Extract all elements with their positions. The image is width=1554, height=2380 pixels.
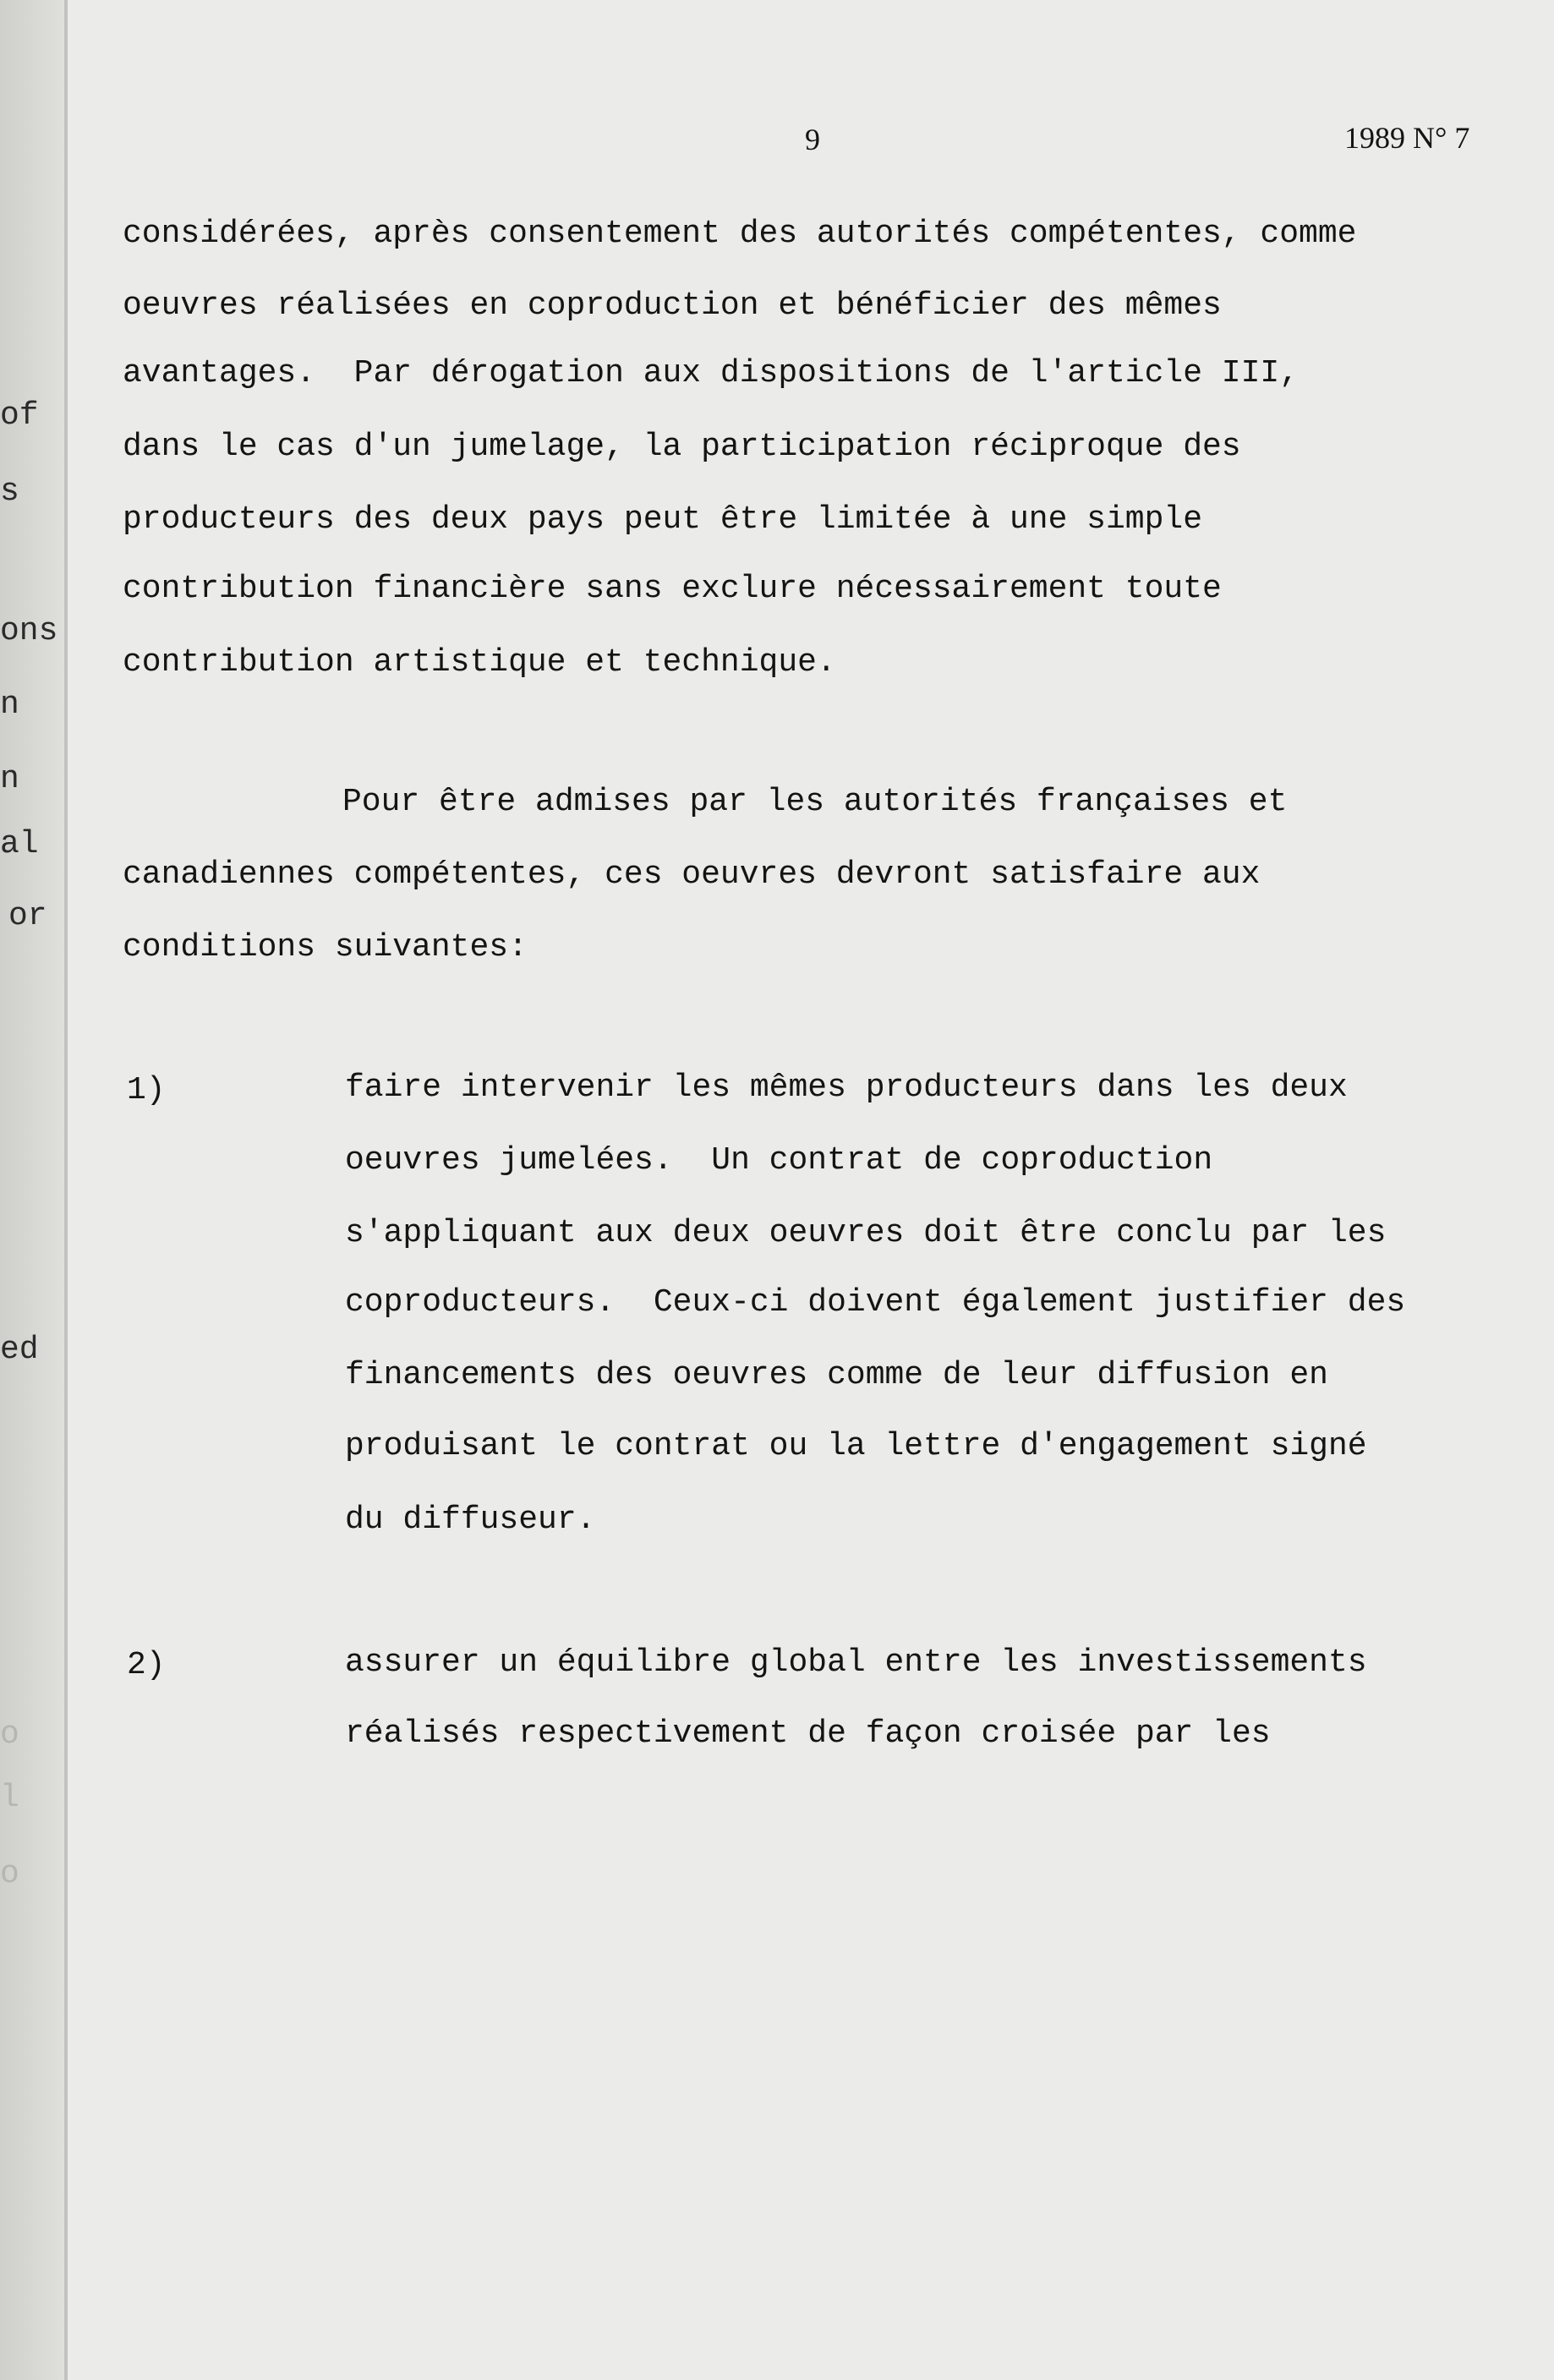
text-line: oeuvres jumelées. Un contrat de coproduction [345,1142,1213,1179]
text-line: contribution financière sans exclure nécessairement toute [123,571,1222,607]
text-line: dans le cas d'un jumelage, la participation réciproque des [123,429,1241,465]
text-line: réalisés respectivement de façon croisée par les [345,1715,1271,1752]
edge-fragment: al [0,826,39,862]
text-line: produisant le contrat ou la lettre d'engagement signé [345,1428,1367,1464]
edge-fragment: ons [0,613,58,649]
edge-fragment: s [0,473,19,510]
text-line: producteurs des deux pays peut être limitée à une simple [123,501,1203,538]
text-line: faire intervenir les mêmes producteurs dans les deux [345,1070,1348,1106]
text-line: contribution artistique et technique. [123,644,836,681]
edge-fragment: of [0,397,39,434]
text-line: coproducteurs. Ceux-ci doivent également justifier des [345,1284,1406,1321]
item-number: 2) [127,1647,166,1683]
edge-fragment: n [0,761,19,797]
facing-page-edge [0,0,68,2380]
edge-fragment: o [0,1856,19,1892]
edge-fragment: ed [0,1332,39,1368]
page-number: 9 [805,123,820,156]
text-line: oeuvres réalisées en coproduction et bénéficier des mêmes [123,287,1222,324]
text-line: conditions suivantes: [123,929,528,966]
edge-fragment: or [8,898,47,934]
text-line: Pour être admises par les autorités françaises et [342,784,1288,820]
text-line: considérées, après consentement des autorités compétentes, comme [123,216,1357,252]
edge-fragment: l [0,1780,19,1816]
edge-fragment: o [0,1716,19,1753]
text-line: du diffuseur. [345,1502,596,1538]
text-line: avantages. Par dérogation aux dispositions de l'article III, [123,355,1300,391]
text-line: canadiennes compétentes, ces oeuvres devront satisfaire aux [123,856,1261,893]
edge-fragment: n [0,687,19,723]
text-line: financements des oeuvres comme de leur diffusion en [345,1357,1328,1393]
text-line: s'appliquant aux deux oeuvres doit être conclu par les [345,1215,1387,1251]
item-number: 1) [127,1072,166,1108]
issue-reference: 1989 N° 7 [1344,121,1470,155]
text-line: assurer un équilibre global entre les investissements [345,1644,1367,1681]
